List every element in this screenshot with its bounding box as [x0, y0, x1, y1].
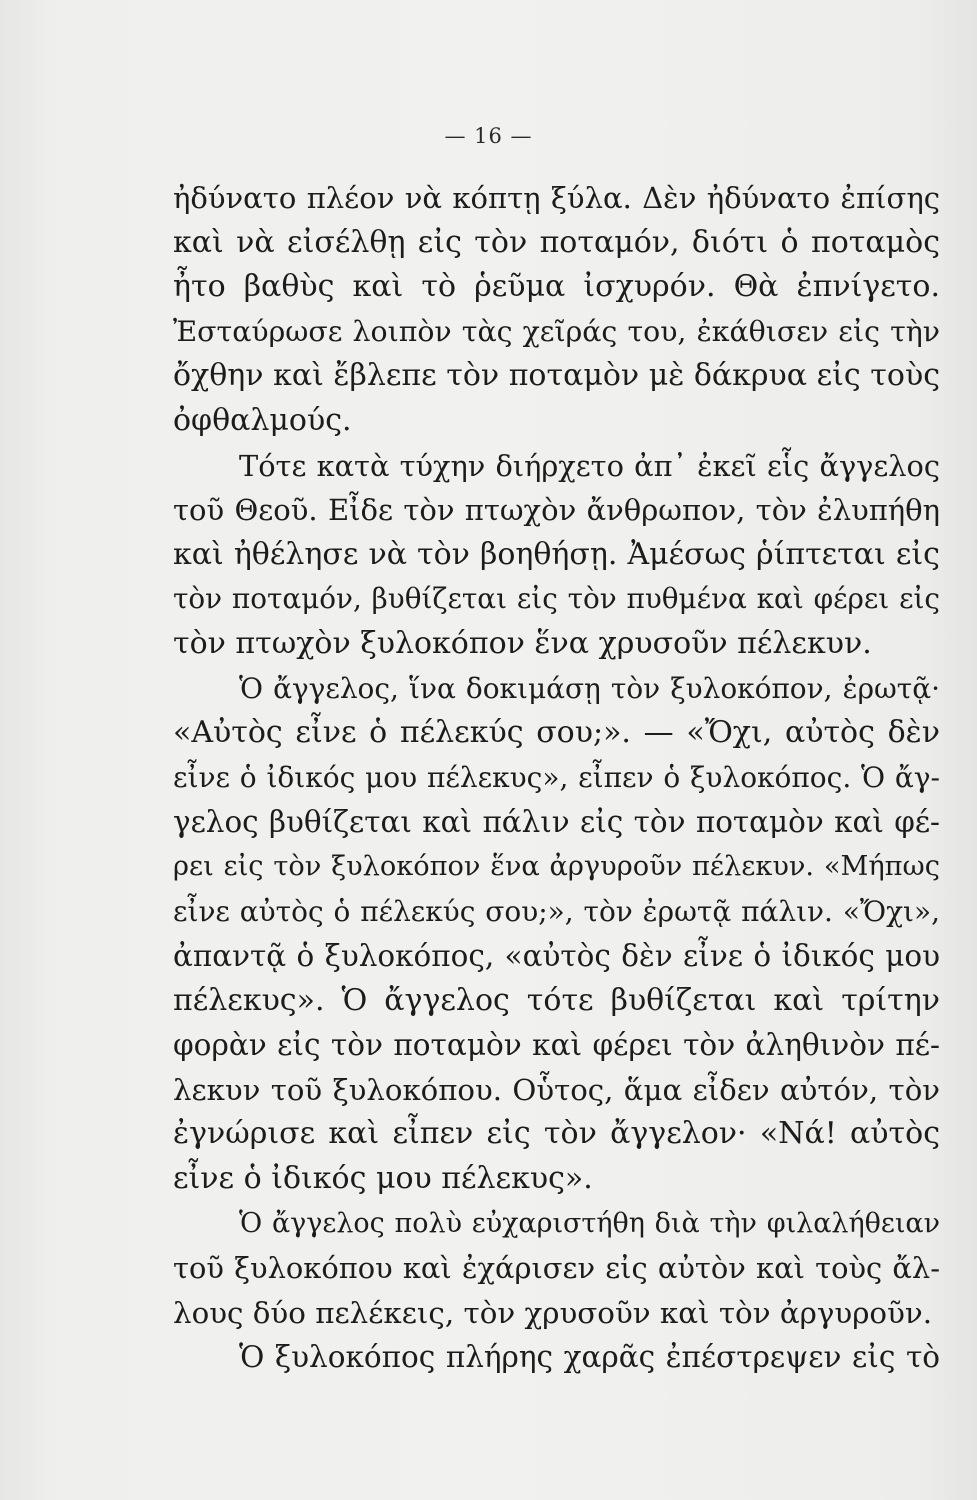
text-line: εἶνε ὁ ἰδικός μου πέλεκυς», εἶπεν ὁ ξυλοκόπος. Ὁ ἄγ-: [173, 760, 940, 794]
text-line: ἀπαντᾷ ὁ ξυλοκόπος, «αὐτὸς δὲν εἶνε ὁ ἰδικός μου: [173, 939, 940, 974]
text-line: ὀφθαλμούς.: [173, 402, 352, 438]
text-line: Ὁ ἄγγελος, ἵνα δοκιμάσῃ τὸν ξυλοκόπον, ἐρωτᾷ·: [239, 671, 940, 705]
text-line: τὸν πτωχὸν ξυλοκόπον ἕνα χρυσοῦν πέλεκυν.: [173, 625, 872, 661]
text-line: ἦτο βαθὺς καὶ τὸ ῥεῦμα ἰσχυρόν. Θὰ ἐπνίγετο.: [173, 269, 940, 305]
text-line: ἠδύνατο πλέον νὰ κόπτῃ ξύλα. Δὲν ἠδύνατο ἐπίσης: [173, 181, 940, 215]
text-line: εἶνε ὁ ἰδικός μου πέλεκυς».: [173, 1161, 593, 1197]
page-number: — 16 —: [444, 124, 533, 148]
text-line: τὸν ποταμόν, βυθίζεται εἰς τὸν πυθμένα καὶ φέρει εἰς: [173, 582, 940, 616]
text-line: ρει εἰς τὸν ξυλοκόπον ἕνα ἀργυροῦν πέλεκυν. «Μήπως: [173, 850, 940, 882]
text-line: λους δύο πελέκεις, τὸν χρυσοῦν καὶ τὸν ἀργυροῦν.: [173, 1295, 933, 1330]
text-line: γελος βυθίζεται καὶ πάλιν εἰς τὸν ποταμὸν καὶ φέ-: [173, 805, 940, 840]
text-line: λεκυν τοῦ ξυλοκόπου. Οὗτος, ἅμα εἶδεν αὐτόν, τὸν: [173, 1072, 940, 1107]
text-line: φορὰν εἰς τὸν ποταμὸν καὶ φέρει τὸν ἀληθινὸν πέ-: [173, 1028, 940, 1063]
text-line: Ὁ ξυλοκόπος πλήρης χαρᾶς ἐπέστρεψεν εἰς τὸ: [239, 1340, 940, 1375]
body-text: [173, 176, 940, 1380]
text-line: τοῦ ξυλοκόπου καὶ ἐχάρισεν εἰς αὐτὸν καὶ τοὺς ἄλ-: [173, 1251, 940, 1286]
text-line: Ὁ ἄγγελος πολὺ εὐχαριστήθη διὰ τὴν φιλαλήθειαν: [239, 1207, 940, 1239]
text-line: ὄχθην καὶ ἔβλεπε τὸν ποταμὸν μὲ δάκρυα εἰς τοὺς: [173, 358, 940, 394]
text-line: καὶ νὰ εἰσέλθῃ εἰς τὸν ποταμόν, διότι ὁ ποταμὸς: [173, 224, 940, 260]
text-line: «Αὐτὸς εἶνε ὁ πέλεκύς σου;». — «Ὄχι, αὐτὸς δὲν: [173, 715, 940, 751]
text-line: πέλεκυς». Ὁ ἄγγελος τότε βυθίζεται καὶ τρίτην: [173, 982, 940, 1018]
text-line: καὶ ἠθέλησε νὰ τὸν βοηθήσῃ. Ἀμέσως ῥίπτεται εἰς: [173, 536, 940, 572]
text-line: Ἐσταύρωσε λοιπὸν τὰς χεῖράς του, ἐκάθισεν εἰς τὴν: [173, 314, 940, 348]
text-line: εἶνε αὐτὸς ὁ πέλεκύς σου;», τὸν ἐρωτᾷ πάλιν. «Ὄχι»,: [173, 894, 940, 928]
text-line: Τότε κατὰ τύχην διήρχετο ἀπ᾽ ἐκεῖ εἷς ἄγγελος: [239, 448, 940, 483]
text-line: ἐγνώρισε καὶ εἶπεν εἰς τὸν ἄγγελον· «Νά! αὐτὸς: [173, 1116, 940, 1152]
text-line: τοῦ Θεοῦ. Εἶδε τὸν πτωχὸν ἄνθρωπον, τὸν ἐλυπήθη: [173, 493, 940, 528]
